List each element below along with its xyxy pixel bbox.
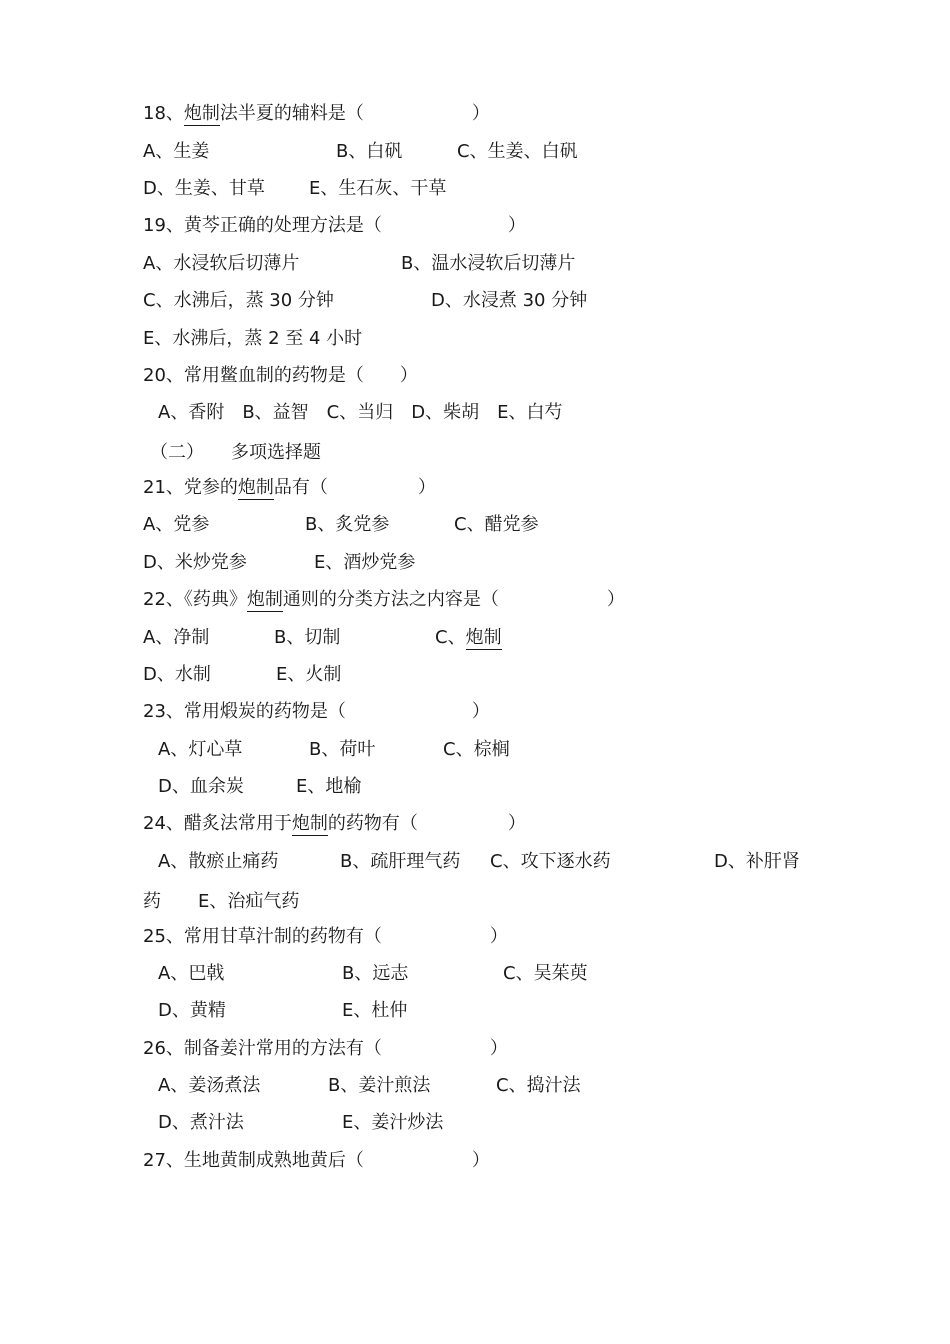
question-number: 18、 xyxy=(143,103,184,124)
q19-options-row-2 xyxy=(143,289,843,313)
q18-options-row-1 xyxy=(143,140,843,164)
question-text: 品有（ ） xyxy=(273,477,436,498)
option-a: A、散瘀止痛药 xyxy=(158,851,279,872)
option-d: D、生姜、甘草 xyxy=(143,178,265,199)
q18-options-row-2 xyxy=(143,177,843,201)
q26-options-row-2 xyxy=(158,1111,858,1135)
question-19: 19、黄芩正确的处理方法是（ ） xyxy=(143,215,526,236)
option-c: C、醋党参 xyxy=(454,514,539,535)
q25-options-row-1 xyxy=(158,962,858,986)
question-24 xyxy=(143,812,526,836)
option-e: E、火制 xyxy=(276,664,342,685)
option-c: C、水沸后，蒸 30 分钟 xyxy=(143,290,334,311)
option-b: B、切制 xyxy=(274,627,341,648)
option-d: D、煮汁法 xyxy=(158,1112,244,1133)
option-a: A、水浸软后切薄片 xyxy=(143,253,300,274)
option-b: B、姜汁煎法 xyxy=(328,1075,431,1096)
q26-options-row-1 xyxy=(158,1074,858,1098)
question-20: 20、常用鳖血制的药物是（ ） xyxy=(143,365,418,386)
option-e: E、酒炒党参 xyxy=(314,552,416,573)
option-letter: C、 xyxy=(435,627,466,648)
option-d: D、水制 xyxy=(143,664,211,685)
option-e: E、生石灰、干草 xyxy=(309,178,447,199)
question-22 xyxy=(143,588,625,612)
option-b: B、炙党参 xyxy=(305,514,390,535)
option-d-continued: 药 xyxy=(143,891,161,912)
option-d: D、血余炭 xyxy=(158,776,244,797)
q23-options-row-2 xyxy=(158,775,858,799)
question-text: 的药物有（ ） xyxy=(327,813,526,834)
q21-options-row-2 xyxy=(143,551,843,575)
question-23: 23、常用煅炭的药物是（ ） xyxy=(143,701,490,722)
option-a: A、巴戟 xyxy=(158,963,225,984)
question-21 xyxy=(143,476,436,500)
option-b: B、温水浸软后切薄片 xyxy=(401,253,576,274)
option-d: D、补肝肾 xyxy=(714,851,800,872)
option-c xyxy=(435,626,502,650)
underlined-term: 炮制 xyxy=(465,627,502,648)
q22-options-row-2 xyxy=(143,663,843,687)
q23-options-row-1 xyxy=(158,738,858,762)
option-b: B、远志 xyxy=(342,963,409,984)
option-c: C、吴茱萸 xyxy=(503,963,588,984)
q22-options-row-1 xyxy=(143,626,843,650)
question-26: 26、制备姜汁常用的方法有（ ） xyxy=(143,1038,508,1059)
question-text: 22、《药典》 xyxy=(143,589,247,610)
option-a: A、净制 xyxy=(143,627,210,648)
section-heading: （二） 多项选择题 xyxy=(150,442,321,463)
option-a: A、姜汤煮法 xyxy=(158,1075,261,1096)
question-text: 通则的分类方法之内容是（ ） xyxy=(282,589,625,610)
question-25: 25、常用甘草汁制的药物有（ ） xyxy=(143,926,508,947)
question-text: 24、醋炙法常用于 xyxy=(143,813,292,834)
option-e: E、杜仲 xyxy=(342,1000,408,1021)
question-text: 21、党参的 xyxy=(143,477,238,498)
q24-options-row-1 xyxy=(158,850,858,874)
q19-options-row-1 xyxy=(143,252,843,276)
q19-option-e: E、水沸后，蒸 2 至 4 小时 xyxy=(143,328,363,349)
option-e: E、治疝气药 xyxy=(198,891,300,912)
underlined-term: 炮制 xyxy=(183,103,220,124)
option-d: D、黄精 xyxy=(158,1000,226,1021)
question-18 xyxy=(143,102,490,126)
option-e: E、地榆 xyxy=(296,776,362,797)
option-a: A、生姜 xyxy=(143,141,210,162)
option-b: B、荷叶 xyxy=(309,739,376,760)
underlined-term: 炮制 xyxy=(246,589,283,610)
option-c: C、攻下逐水药 xyxy=(490,851,611,872)
q21-options-row-1 xyxy=(143,513,843,537)
option-d: D、水浸煮 30 分钟 xyxy=(431,290,588,311)
option-b: B、白矾 xyxy=(336,141,403,162)
option-c: C、生姜、白矾 xyxy=(457,141,578,162)
underlined-term: 炮制 xyxy=(237,477,274,498)
q20-options: A、香附 B、益智 C、当归 D、柴胡 E、白芍 xyxy=(158,402,563,423)
option-a: A、灯心草 xyxy=(158,739,243,760)
question-text: 法半夏的辅料是（ ） xyxy=(219,103,490,124)
option-b: B、疏肝理气药 xyxy=(340,851,461,872)
option-a: A、党参 xyxy=(143,514,210,535)
option-c: C、捣汁法 xyxy=(496,1075,581,1096)
q24-options-row-2 xyxy=(143,890,843,914)
option-c: C、棕榈 xyxy=(443,739,510,760)
underlined-term: 炮制 xyxy=(291,813,328,834)
option-d: D、米炒党参 xyxy=(143,552,247,573)
option-e: E、姜汁炒法 xyxy=(342,1112,444,1133)
question-27: 27、生地黄制成熟地黄后（ ） xyxy=(143,1150,490,1171)
q25-options-row-2 xyxy=(158,999,858,1023)
